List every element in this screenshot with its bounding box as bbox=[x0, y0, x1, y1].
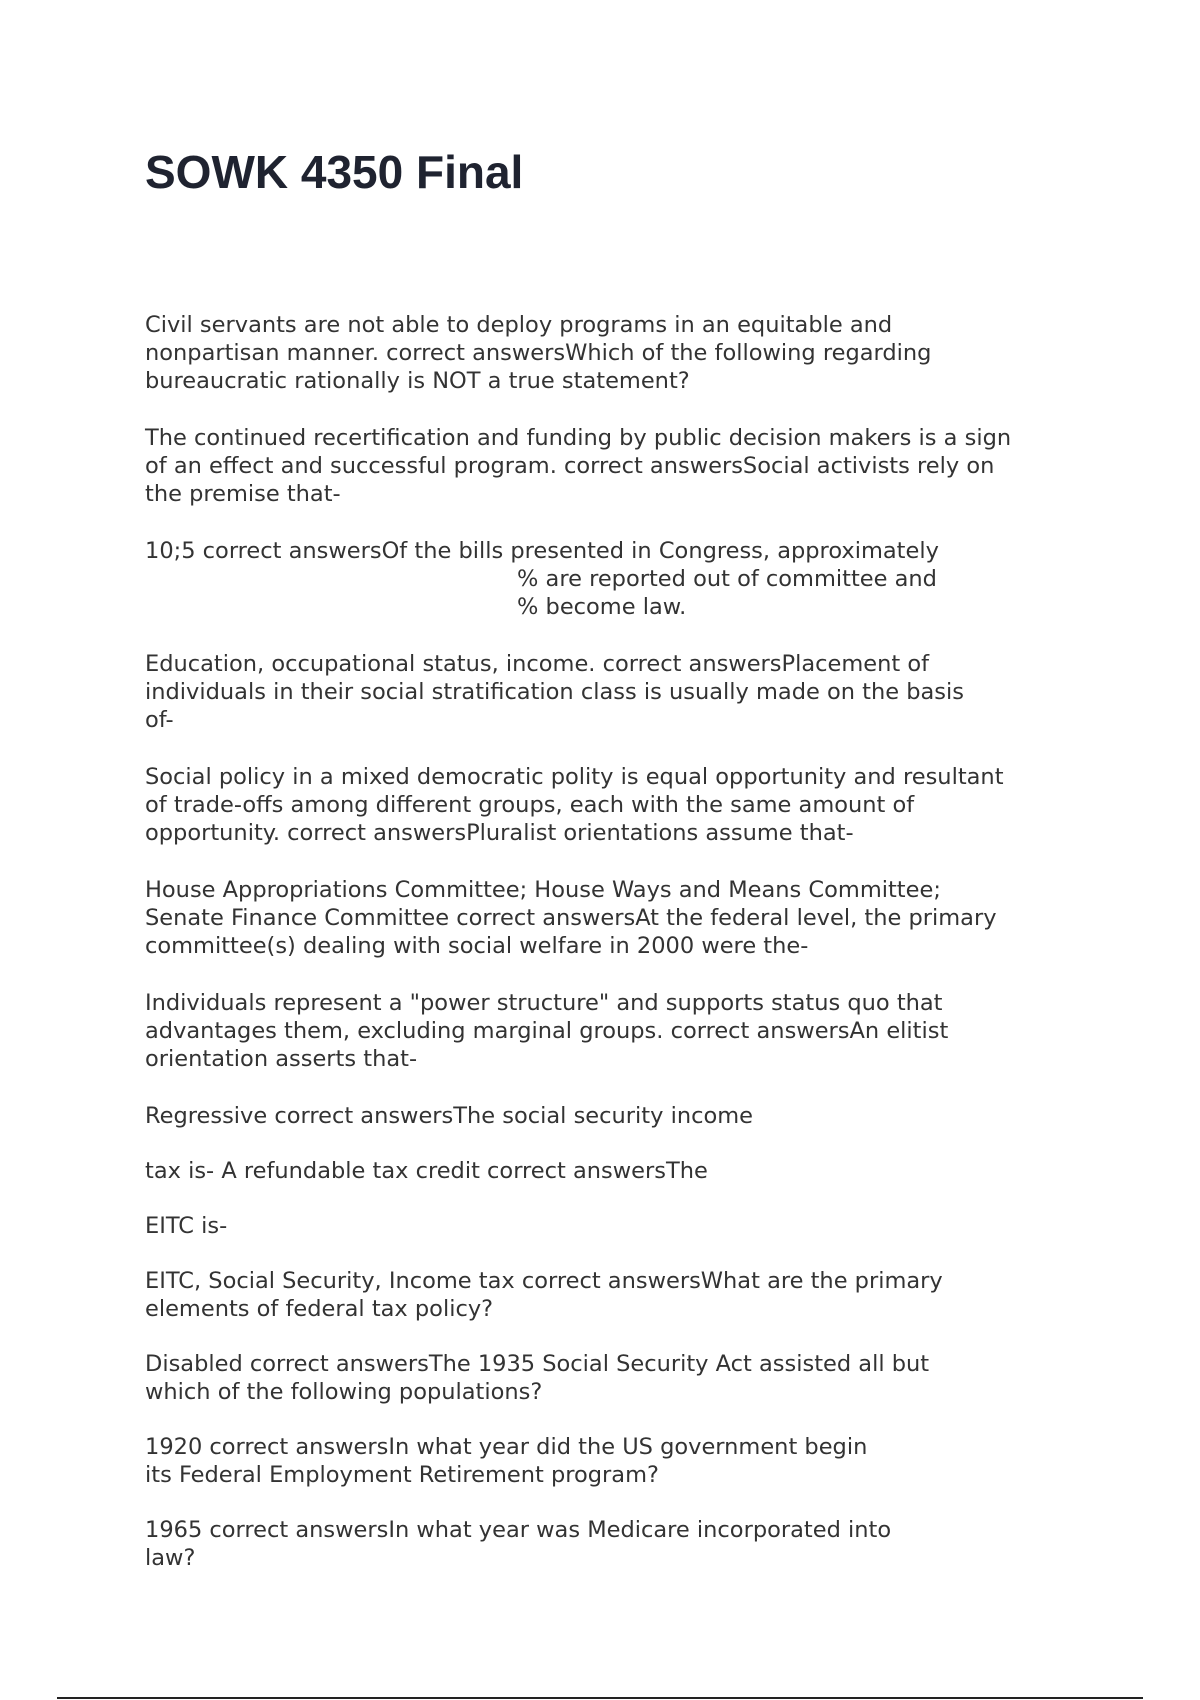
paragraph-10: EITC is- bbox=[145, 1213, 228, 1239]
paragraph-9: tax is- A refundable tax credit correct answersThe bbox=[145, 1158, 708, 1184]
paragraph-8: Regressive correct answersThe social security income bbox=[145, 1103, 753, 1129]
paragraph-12: Disabled correct answersThe 1935 Social Security Act assisted all but which of the following populations? bbox=[145, 1351, 930, 1405]
paragraph-1: Civil servants are not able to deploy programs in an equitable and nonpartisan manner. correct answersWhich of the following regarding bureaucratic rationally is NOT a true statement? bbox=[145, 312, 932, 394]
paragraph-2: The continued recertification and funding by public decision makers is a sign of an effect and successful program. correct answersSocial activists rely on the premise that- bbox=[145, 425, 1012, 507]
paragraph-7: Individuals represent a "power structure" and supports status quo that advantages them, excluding marginal groups. correct answersAn elitist orientation asserts that- bbox=[145, 990, 949, 1072]
paragraph-3-continuation: % are reported out of committee and % become law. bbox=[517, 566, 937, 620]
paragraph-14: 1965 correct answersIn what year was Medicare incorporated into law? bbox=[145, 1517, 892, 1571]
paragraph-13: 1920 correct answersIn what year did the US government begin its Federal Employment Retirement program? bbox=[145, 1434, 868, 1488]
paragraph-5: Social policy in a mixed democratic polity is equal opportunity and resultant of trade-offs among different groups, each with the same amount of opportunity. correct answersPluralist orientations assume that- bbox=[145, 764, 1004, 846]
page-footer-rule bbox=[57, 1697, 1143, 1699]
paragraph-3-answer: 10;5 correct answersOf the bills presented in Congress, approximately bbox=[145, 538, 939, 564]
document-title: SOWK 4350 Final bbox=[145, 146, 524, 198]
paragraph-3 bbox=[145, 537, 1085, 621]
document-body bbox=[145, 311, 1085, 1572]
paragraph-6: House Appropriations Committee; House Ways and Means Committee; Senate Finance Committee correct answersAt the federal level, the primary committee(s) dealing with social welfare in 2000 were the- bbox=[145, 877, 997, 959]
paragraph-11: EITC, Social Security, Income tax correct answersWhat are the primary elements of federal tax policy? bbox=[145, 1268, 943, 1322]
paragraph-4: Education, occupational status, income. correct answersPlacement of individuals in their social stratification class is usually made on the basis of- bbox=[145, 651, 964, 733]
